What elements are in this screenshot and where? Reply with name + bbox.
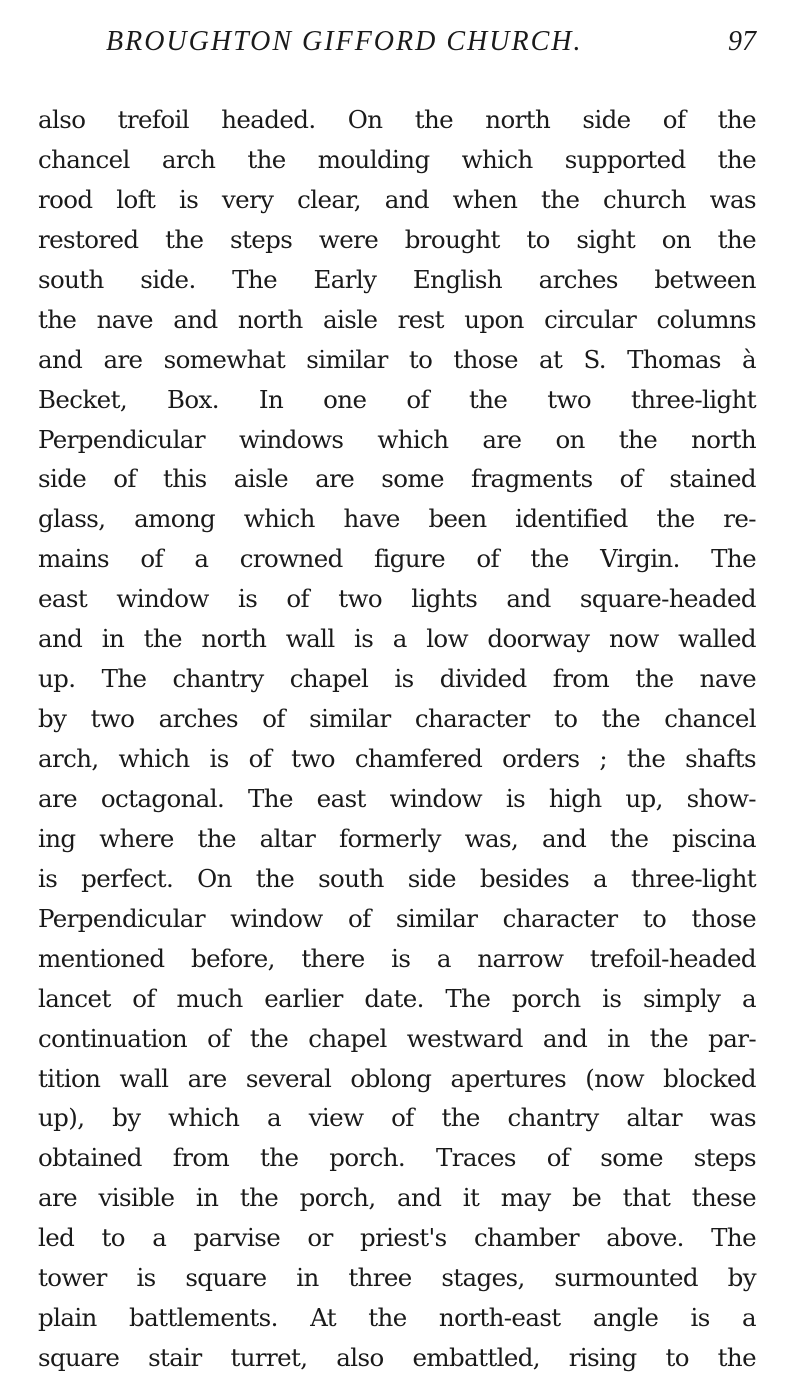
text-line: rood loft is very clear, and when the church was [38, 184, 756, 214]
running-head [38, 26, 756, 66]
text-line: continuation of the chapel westward and in the par- [38, 1023, 756, 1053]
text-line: Perpendicular window of similar character to those [38, 903, 756, 933]
text-line: plain battlements. At the north-east angle is a [38, 1303, 756, 1333]
text-line: lancet of much earlier date. The porch is simply a [38, 983, 756, 1013]
text-line: arch, which is of two chamfered orders ; the shafts [38, 744, 756, 773]
page-number: 97 [728, 26, 756, 57]
text-line: and are somewhat similar to those at S. Thomas à [38, 344, 756, 374]
text-line: chancel arch the moulding which supported the [38, 144, 756, 174]
text-line: and in the north wall is a low doorway now walled [38, 624, 756, 654]
text-line: the nave and north aisle rest upon circular columns [38, 304, 756, 334]
text-line: also trefoil headed. On the north side of the [38, 105, 756, 134]
text-line: are visible in the porch, and it may be that these [38, 1183, 756, 1213]
text-line: are octagonal. The east window is high up, show- [38, 783, 756, 813]
text-line: square stair turret, also embattled, rising to the [38, 1343, 756, 1373]
text-line: obtained from the porch. Traces of some steps [38, 1143, 756, 1173]
text-line: Perpendicular windows which are on the north [38, 424, 756, 454]
text-line: south side. The Early English arches between [38, 264, 756, 294]
text-line: mentioned before, there is a narrow trefoil-headed [38, 943, 756, 973]
text-line: glass, among which have been identified the re- [38, 504, 756, 534]
text-line: up), by which a view of the chantry altar was [38, 1103, 756, 1133]
text-line: side of this aisle are some fragments of stained [38, 464, 756, 494]
text-line: restored the steps were brought to sight on the [38, 224, 756, 254]
text-line: tition wall are several oblong apertures (now blocked [38, 1063, 756, 1093]
body-text [38, 100, 756, 1378]
text-line: is perfect. On the south side besides a three-light [38, 863, 756, 893]
text-line: led to a parvise or priest's chamber above. The [38, 1223, 756, 1253]
running-title: BROUGHTON GIFFORD CHURCH. [106, 26, 583, 57]
text-line: by two arches of similar character to the chancel [38, 704, 756, 734]
text-line: east window is of two lights and square-headed [38, 584, 756, 614]
text-line: up. The chantry chapel is divided from the nave [38, 664, 756, 694]
text-line: Becket, Box. In one of the two three-light [38, 384, 756, 414]
text-line: ing where the altar formerly was, and the piscina [38, 823, 756, 853]
text-line: tower is square in three stages, surmounted by [38, 1263, 756, 1293]
text-line: mains of a crowned figure of the Virgin. The [38, 544, 756, 574]
